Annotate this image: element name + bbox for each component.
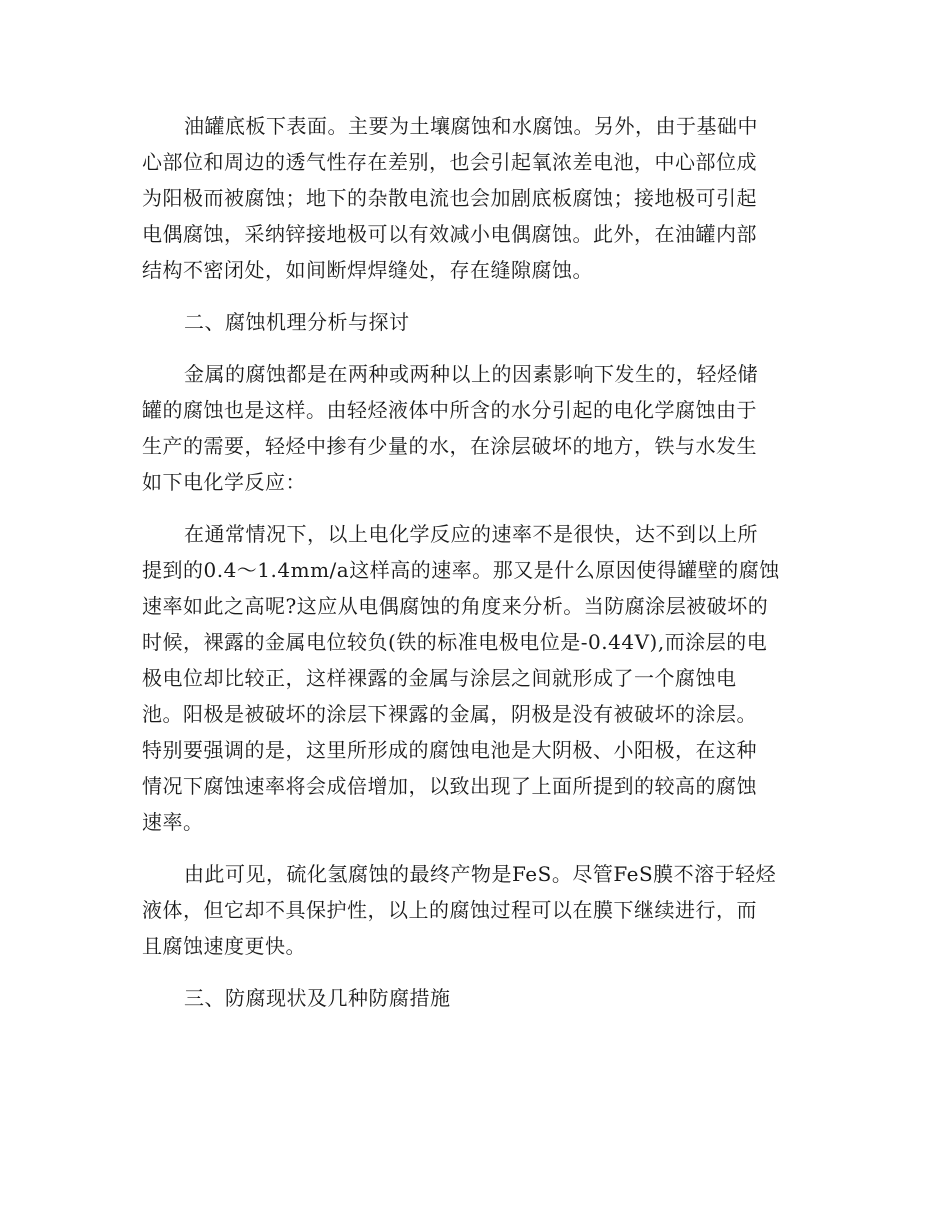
paragraph-fes-product — [142, 856, 810, 964]
text-line: 电偶腐蚀，采纳锌接地极可以有效减小电偶腐蚀。此外，在油罐内部 — [142, 222, 757, 246]
text-line: 为阳极而被腐蚀；地下的杂散电流也会加剧底板腐蚀；接地极可引起 — [142, 186, 757, 210]
paragraph-tank-bottom-corrosion — [142, 108, 810, 288]
text-line: 油罐底板下表面。主要为土壤腐蚀和水腐蚀。另外，由于基础中 — [184, 114, 758, 138]
text-line: 结构不密闭处，如间断焊焊缝处，存在缝隙腐蚀。 — [142, 258, 593, 282]
text-line: 且腐蚀速度更快。 — [142, 934, 306, 958]
text-line: 速率。 — [142, 810, 204, 834]
text-line: 时候，裸露的金属电位较负(铁的标准电极电位是-0.44V),而涂层的电 — [142, 630, 768, 654]
section-heading-3: 三、防腐现状及几种防腐措施 — [184, 986, 451, 1010]
paragraph-galvanic-corrosion — [142, 516, 810, 840]
text-line: 液体，但它却不具保护性，以上的腐蚀过程可以在膜下继续进行，而 — [142, 898, 757, 922]
text-line: 心部位和周边的透气性存在差别，也会引起氧浓差电池，中心部位成 — [142, 150, 757, 174]
text-line: 如下电化学反应： — [142, 470, 306, 494]
text-line: 情况下腐蚀速率将会成倍增加，以致出现了上面所提到的较高的腐蚀 — [142, 774, 757, 798]
text-line: 生产的需要，轻烃中掺有少量的水，在涂层破坏的地方，铁与水发生 — [142, 434, 757, 458]
paragraph-corrosion-factors — [142, 356, 810, 500]
section-heading-2: 二、腐蚀机理分析与探讨 — [184, 310, 410, 334]
text-line: 在通常情况下，以上电化学反应的速率不是很快，达不到以上所 — [184, 522, 758, 546]
text-line: 提到的0.4～1.4mm/a这样高的速率。那又是什么原因使得罐壁的腐蚀 — [142, 558, 780, 582]
text-line: 罐的腐蚀也是这样。由轻烃液体中所含的水分引起的电化学腐蚀由于 — [142, 398, 757, 422]
text-line: 速率如此之高呢?这应从电偶腐蚀的角度来分析。当防腐涂层被破坏的 — [142, 594, 769, 618]
text-line: 特别要强调的是，这里所形成的腐蚀电池是大阴极、小阳极，在这种 — [142, 738, 757, 762]
text-line: 金属的腐蚀都是在两种或两种以上的因素影响下发生的，轻烃储 — [184, 362, 758, 386]
text-line: 由此可见，硫化氢腐蚀的最终产物是FeS。尽管FeS膜不溶于轻烃 — [184, 862, 777, 886]
document-body — [142, 108, 810, 1032]
text-line: 池。阳极是被破坏的涂层下裸露的金属，阴极是没有被破坏的涂层。 — [142, 702, 757, 726]
text-line: 极电位却比较正，这样裸露的金属与涂层之间就形成了一个腐蚀电 — [142, 666, 737, 690]
